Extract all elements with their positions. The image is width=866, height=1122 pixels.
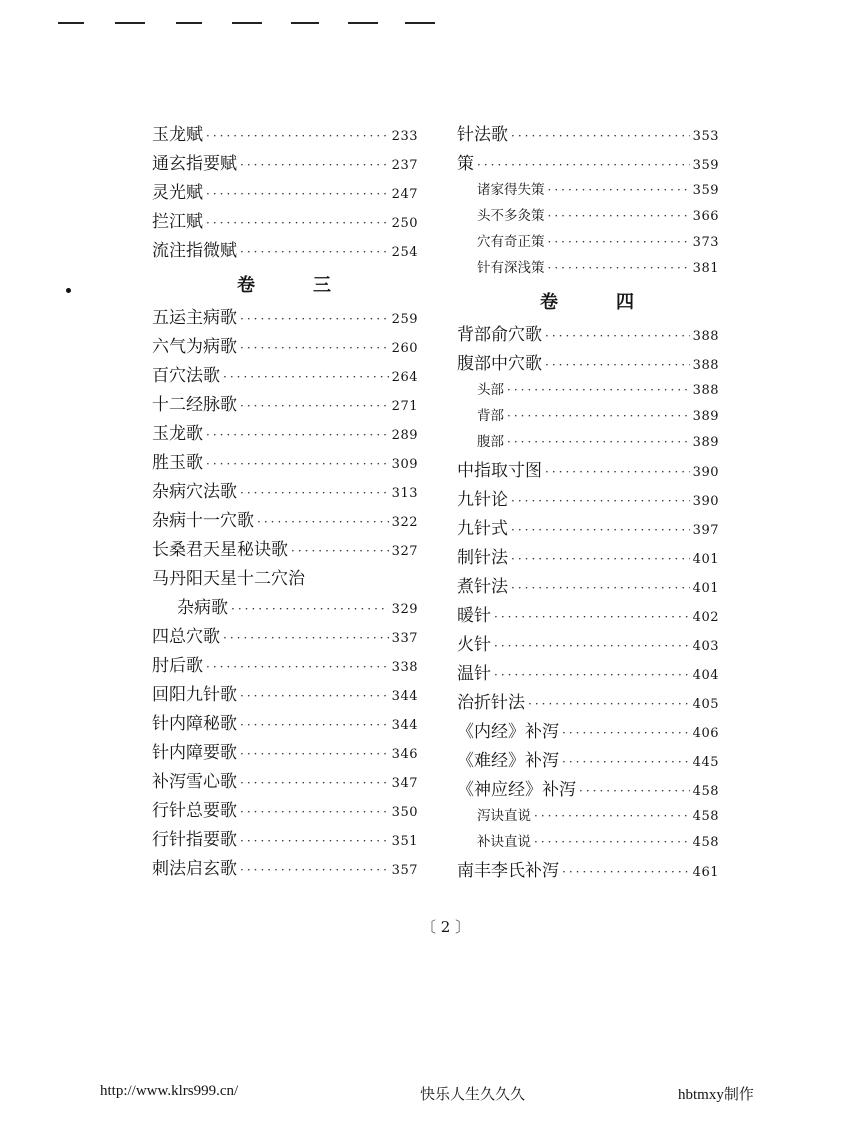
toc-entry[interactable] [457, 717, 719, 746]
toc-leader-dots [240, 747, 389, 761]
toc-leader-dots [545, 465, 690, 479]
toc-entry-page: 366 [692, 209, 719, 224]
toc-entry[interactable] [457, 204, 719, 230]
toc-leader-dots [206, 428, 389, 442]
toc-entry[interactable] [152, 448, 418, 477]
toc-entry-title: 背部 [477, 408, 504, 424]
section-heading-juan-si [457, 282, 719, 320]
toc-entry[interactable] [457, 630, 719, 659]
margin-dot [66, 288, 71, 293]
toc-entry[interactable] [152, 332, 418, 361]
toc-entry-title: 头不多灸策 [477, 208, 545, 224]
toc-entry[interactable] [152, 593, 418, 622]
toc-leader-dots [206, 216, 389, 230]
toc-entry-page: 388 [692, 358, 719, 373]
toc-entry[interactable] [457, 404, 719, 430]
toc-leader-dots [507, 409, 690, 423]
toc-entry-page: 351 [391, 834, 418, 849]
toc-entry-page: 388 [692, 329, 719, 344]
toc-entry-page: 347 [391, 776, 418, 791]
toc-entry-title: 灵光赋 [152, 183, 203, 203]
toc-leader-dots [291, 544, 389, 558]
toc-entry[interactable] [152, 419, 418, 448]
toc-entry-page: 401 [692, 552, 719, 567]
page-number: 〔 2 〕 [421, 918, 471, 936]
toc-entry[interactable] [457, 120, 719, 149]
footer-credit: hbtmxy制作 [678, 1087, 754, 1103]
toc-leader-dots [579, 784, 690, 798]
toc-entry-title: 泻诀直说 [477, 808, 531, 824]
toc-entry-title: 南丰李氏补泻 [457, 861, 559, 881]
toc-entry-page: 338 [391, 660, 418, 675]
toc-entry-title: 行针指要歌 [152, 830, 237, 850]
toc-entry-page: 381 [692, 261, 719, 276]
toc-entry-page: 373 [692, 235, 719, 250]
toc-entry[interactable] [457, 746, 719, 775]
top-rule-5 [291, 22, 319, 24]
toc-entry-page: 350 [391, 805, 418, 820]
toc-leader-dots [494, 610, 690, 624]
toc-entry-title: 中指取寸图 [457, 461, 542, 481]
toc-entry-page: 461 [692, 865, 719, 880]
toc-entry-page: 390 [692, 494, 719, 509]
toc-entry[interactable] [152, 178, 418, 207]
toc-leader-dots [206, 660, 389, 674]
toc-entry-title: 行针总要歌 [152, 801, 237, 821]
toc-entry[interactable] [457, 804, 719, 830]
toc-right-group-1 [457, 120, 719, 282]
toc-entry-page: 309 [391, 457, 418, 472]
toc-entry-page: 353 [692, 129, 719, 144]
toc-entry-page: 458 [692, 784, 719, 799]
toc-entry-title: 九针式 [457, 519, 508, 539]
toc-entry-title: 《内经》补泻 [457, 722, 559, 742]
toc-leader-dots [511, 129, 690, 143]
toc-entry-page: 237 [391, 158, 418, 173]
toc-entry[interactable] [152, 303, 418, 332]
toc-entry-page: 405 [692, 697, 719, 712]
toc-entry-title: 暖针 [457, 606, 491, 626]
toc-entry[interactable] [152, 767, 418, 796]
toc-entry-page: 359 [692, 183, 719, 198]
toc-entry[interactable] [457, 378, 719, 404]
section-heading-word: 卷 [237, 275, 257, 296]
toc-entry-title: 玉龙歌 [152, 424, 203, 444]
toc-entry-page: 329 [391, 602, 418, 617]
toc-entry-page: 458 [692, 809, 719, 824]
toc-leader-dots [562, 865, 690, 879]
toc-leader-dots [223, 631, 389, 645]
toc-entry[interactable] [457, 485, 719, 514]
toc-leader-dots [240, 158, 389, 172]
toc-entry[interactable] [457, 320, 719, 349]
toc-leader-dots [545, 329, 690, 343]
toc-leader-dots [240, 776, 389, 790]
toc-leader-dots [240, 486, 389, 500]
toc-leader-dots [240, 863, 389, 877]
toc-leader-dots [507, 383, 690, 397]
toc-entry[interactable] [457, 856, 719, 885]
toc-entry[interactable] [457, 456, 719, 485]
toc-right-column [457, 120, 719, 885]
toc-entry-title: 五运主病歌 [152, 308, 237, 328]
toc-left-group-1 [152, 120, 418, 265]
toc-entry[interactable] [457, 572, 719, 601]
toc-entry[interactable] [152, 506, 418, 535]
toc-leader-dots [240, 718, 389, 732]
toc-entry[interactable] [457, 688, 719, 717]
toc-entry[interactable] [457, 659, 719, 688]
toc-entry-title: 通玄指要赋 [152, 154, 237, 174]
footer-url[interactable]: http://www.klrs999.cn/ [100, 1083, 239, 1099]
toc-entry-title: 补泻雪心歌 [152, 772, 237, 792]
toc-leader-dots [240, 312, 389, 326]
toc-leader-dots [240, 399, 389, 413]
toc-leader-dots [511, 523, 690, 537]
toc-entry-page: 401 [692, 581, 719, 596]
toc-entry[interactable] [457, 601, 719, 630]
toc-entry-page: 445 [692, 755, 719, 770]
toc-entry[interactable] [152, 709, 418, 738]
toc-leader-dots [548, 235, 690, 249]
toc-entry-title: 九针论 [457, 490, 508, 510]
footer-slogan: 快乐人生久久久 [420, 1087, 526, 1103]
toc-left-column [152, 120, 418, 883]
toc-entry-page: 458 [692, 835, 719, 850]
toc-leader-dots [562, 726, 690, 740]
toc-entry-title: 火针 [457, 635, 491, 655]
toc-entry-page: 389 [692, 435, 719, 450]
toc-entry-page: 389 [692, 409, 719, 424]
toc-entry-title: 针有深浅策 [477, 260, 545, 276]
top-rule-6 [348, 22, 378, 24]
toc-entry[interactable] [457, 514, 719, 543]
toc-leader-dots [206, 457, 389, 471]
toc-leader-dots [257, 515, 389, 529]
toc-leader-dots [548, 183, 690, 197]
toc-entry-page: 404 [692, 668, 719, 683]
top-rule-7 [405, 22, 435, 24]
toc-entry-page: 397 [692, 523, 719, 538]
toc-leader-dots [240, 341, 389, 355]
toc-entry-page: 406 [692, 726, 719, 741]
toc-entry[interactable] [152, 564, 418, 593]
toc-entry-title: 百穴法歌 [152, 366, 220, 386]
toc-entry-title: 玉龙赋 [152, 125, 203, 145]
toc-entry-page: 271 [391, 399, 418, 414]
toc-entry[interactable] [152, 651, 418, 680]
toc-leader-dots [231, 602, 389, 616]
toc-entry-title: 温针 [457, 664, 491, 684]
toc-entry-title: 杂病十一穴歌 [152, 511, 254, 531]
top-rule-4 [232, 22, 262, 24]
toc-right-group-2 [457, 320, 719, 885]
toc-leader-dots [528, 697, 690, 711]
toc-entry-page: 344 [391, 718, 418, 733]
toc-leader-dots [240, 245, 389, 259]
section-heading-number: 三 [313, 275, 333, 296]
toc-leader-dots [562, 755, 690, 769]
toc-entry-page: 337 [391, 631, 418, 646]
toc-leader-dots [511, 552, 690, 566]
toc-entry[interactable] [152, 477, 418, 506]
toc-entry-page: 344 [391, 689, 418, 704]
toc-entry[interactable] [457, 775, 719, 804]
toc-entry-page: 250 [391, 216, 418, 231]
toc-leader-dots [534, 809, 690, 823]
toc-left-group-2 [152, 303, 418, 883]
toc-entry[interactable] [152, 149, 418, 178]
toc-entry[interactable] [457, 430, 719, 456]
toc-entry-page: 264 [391, 370, 418, 385]
toc-entry-page: 289 [391, 428, 418, 443]
toc-entry-title: 治折针法 [457, 693, 525, 713]
toc-entry[interactable] [152, 535, 418, 564]
toc-entry-title: 针内障要歌 [152, 743, 237, 763]
toc-leader-dots [206, 187, 389, 201]
toc-entry-title: 腹部 [477, 434, 504, 450]
toc-entry-title: 长桑君天星秘诀歌 [152, 540, 288, 560]
toc-entry-page: 403 [692, 639, 719, 654]
toc-entry-title: 马丹阳天星十二穴治 [152, 569, 305, 589]
toc-entry-title: 杂病穴法歌 [152, 482, 237, 502]
toc-leader-dots [511, 494, 690, 508]
toc-entry[interactable] [152, 680, 418, 709]
toc-entry[interactable] [152, 361, 418, 390]
toc-entry-title: 刺法启玄歌 [152, 859, 237, 879]
toc-leader-dots [240, 805, 389, 819]
toc-entry-page: 247 [391, 187, 418, 202]
toc-entry[interactable] [152, 236, 418, 265]
toc-entry-title: 胜玉歌 [152, 453, 203, 473]
toc-entry-page: 357 [391, 863, 418, 878]
toc-entry[interactable] [152, 738, 418, 767]
toc-entry[interactable] [457, 178, 719, 204]
toc-entry[interactable] [457, 543, 719, 572]
toc-entry-page: 260 [391, 341, 418, 356]
toc-leader-dots [240, 689, 389, 703]
toc-entry[interactable] [457, 149, 719, 178]
toc-entry-page: 390 [692, 465, 719, 480]
toc-entry-title: 背部俞穴歌 [457, 325, 542, 345]
top-rule-3 [176, 22, 202, 24]
toc-entry[interactable] [457, 256, 719, 282]
toc-entry-title: 制针法 [457, 548, 508, 568]
toc-leader-dots [477, 158, 690, 172]
toc-entry-title: 十二经脉歌 [152, 395, 237, 415]
toc-entry-title: 煮针法 [457, 577, 508, 597]
toc-entry-title: 诸家得失策 [477, 182, 545, 198]
toc-leader-dots [511, 581, 690, 595]
toc-entry-page: 259 [391, 312, 418, 327]
toc-entry-title: 《神应经》补泻 [457, 780, 576, 800]
toc-entry[interactable] [152, 120, 418, 149]
toc-entry[interactable] [152, 390, 418, 419]
toc-leader-dots [206, 129, 389, 143]
top-rule-2 [115, 22, 145, 24]
toc-entry-page: 233 [391, 129, 418, 144]
section-heading-juan-san [152, 265, 418, 303]
toc-leader-dots [545, 358, 690, 372]
toc-entry-page: 346 [391, 747, 418, 762]
toc-entry[interactable] [152, 207, 418, 236]
toc-entry-title: 《难经》补泻 [457, 751, 559, 771]
toc-entry[interactable] [457, 349, 719, 378]
section-heading-word: 卷 [540, 292, 560, 313]
toc-entry-page: 388 [692, 383, 719, 398]
toc-leader-dots [223, 370, 389, 384]
toc-entry-title: 拦江赋 [152, 212, 203, 232]
toc-entry-title: 杂病歌 [177, 598, 228, 618]
toc-leader-dots [548, 261, 690, 275]
toc-leader-dots [534, 835, 690, 849]
toc-entry-title: 肘后歌 [152, 656, 203, 676]
toc-entry-title: 穴有奇正策 [477, 234, 545, 250]
toc-entry-title: 回阳九针歌 [152, 685, 237, 705]
toc-entry-title: 针法歌 [457, 125, 508, 145]
toc-leader-dots [494, 639, 690, 653]
toc-entry-title: 补诀直说 [477, 834, 531, 850]
toc-entry-title: 策 [457, 154, 474, 174]
toc-leader-dots [548, 209, 690, 223]
toc-entry-title: 四总穴歌 [152, 627, 220, 647]
toc-entry[interactable] [457, 830, 719, 856]
toc-entry[interactable] [457, 230, 719, 256]
toc-entry-title: 流注指微赋 [152, 241, 237, 261]
toc-leader-dots [240, 834, 389, 848]
toc-entry[interactable] [152, 825, 418, 854]
toc-entry-page: 254 [391, 245, 418, 260]
toc-leader-dots [507, 435, 690, 449]
toc-entry-page: 327 [391, 544, 418, 559]
toc-entry-page: 402 [692, 610, 719, 625]
toc-entry-title: 腹部中穴歌 [457, 354, 542, 374]
section-heading-number: 四 [616, 292, 636, 313]
toc-entry[interactable] [152, 854, 418, 883]
toc-entry-page: 313 [391, 486, 418, 501]
toc-entry-title: 针内障秘歌 [152, 714, 237, 734]
toc-entry-page: 322 [391, 515, 418, 530]
toc-entry[interactable] [152, 796, 418, 825]
toc-entry-page: 359 [692, 158, 719, 173]
top-rule-1 [58, 22, 84, 24]
toc-leader-dots [494, 668, 690, 682]
toc-entry[interactable] [152, 622, 418, 651]
toc-entry-title: 六气为病歌 [152, 337, 237, 357]
toc-entry-title: 头部 [477, 382, 504, 398]
